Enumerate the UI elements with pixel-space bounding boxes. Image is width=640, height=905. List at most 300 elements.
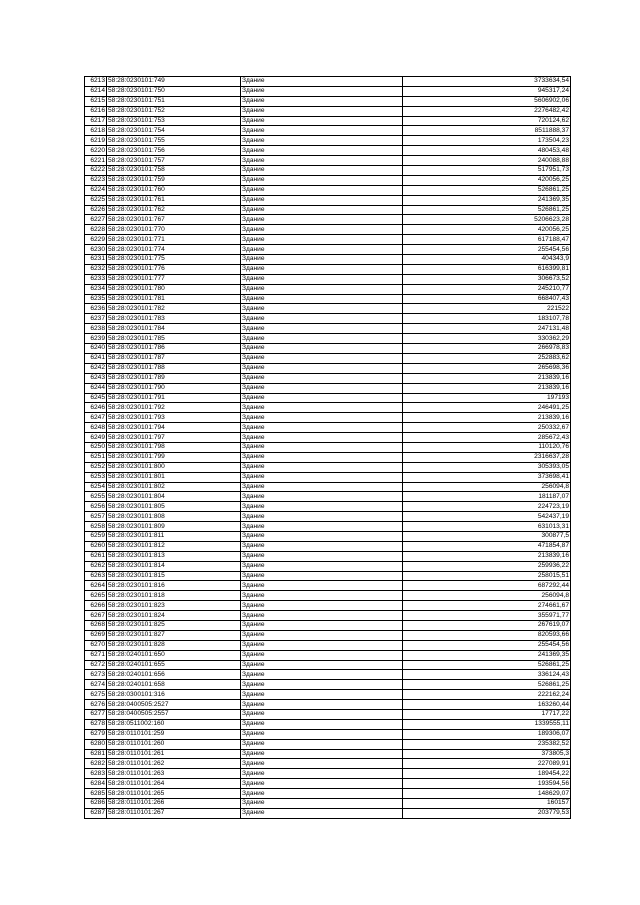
row-number-cell: 6224: [85, 185, 107, 195]
object-type-cell: Здание: [241, 700, 403, 710]
table-row: [85, 561, 571, 571]
row-number-cell: 6286: [85, 799, 107, 809]
cadastral-number-cell: 58:28:0230101:749: [107, 77, 241, 87]
cadastral-value-cell: 246491,25: [403, 403, 571, 413]
row-number-cell: 6249: [85, 433, 107, 443]
row-number-cell: 6271: [85, 650, 107, 660]
cadastral-value-cell: 189454,22: [403, 769, 571, 779]
table-row: [85, 541, 571, 551]
cadastral-value-cell: 213839,16: [403, 551, 571, 561]
cadastral-number-cell: 58:28:0230101:794: [107, 423, 241, 433]
row-number-cell: 6245: [85, 393, 107, 403]
cadastral-number-cell: 58:28:0230101:756: [107, 146, 241, 156]
table-row: [85, 195, 571, 205]
row-number-cell: 6233: [85, 274, 107, 284]
cadastral-number-cell: 58:28:0230101:812: [107, 541, 241, 551]
cadastral-number-cell: 58:28:0230101:814: [107, 561, 241, 571]
cadastral-value-cell: 5206623,28: [403, 215, 571, 225]
cadastral-number-cell: 58:28:0230101:800: [107, 462, 241, 472]
cadastral-number-cell: 58:28:0230101:786: [107, 344, 241, 354]
cadastral-number-cell: 58:28:0110101:265: [107, 789, 241, 799]
cadastral-number-cell: 58:28:0110101:267: [107, 808, 241, 818]
table-row: [85, 363, 571, 373]
object-type-cell: Здание: [241, 650, 403, 660]
object-type-cell: Здание: [241, 205, 403, 215]
table-row: [85, 719, 571, 729]
cadastral-number-cell: 58:28:0230101:771: [107, 235, 241, 245]
table-row: [85, 156, 571, 166]
table-row: [85, 769, 571, 779]
cadastral-value-cell: 252883,62: [403, 353, 571, 363]
table-row: [85, 739, 571, 749]
row-number-cell: 6283: [85, 769, 107, 779]
object-type-cell: Здание: [241, 373, 403, 383]
cadastral-value-cell: 255454,56: [403, 245, 571, 255]
table-row: [85, 185, 571, 195]
object-type-cell: Здание: [241, 808, 403, 818]
cadastral-value-cell: 173504,23: [403, 136, 571, 146]
row-number-cell: 6225: [85, 195, 107, 205]
row-number-cell: 6239: [85, 334, 107, 344]
cadastral-number-cell: 58:28:0230101:775: [107, 255, 241, 265]
cadastral-number-cell: 58:28:0110101:259: [107, 729, 241, 739]
table-row: [85, 779, 571, 789]
object-type-cell: Здание: [241, 403, 403, 413]
cadastral-number-cell: 58:28:0230101:761: [107, 195, 241, 205]
object-type-cell: Здание: [241, 136, 403, 146]
object-type-cell: Здание: [241, 719, 403, 729]
row-number-cell: 6256: [85, 502, 107, 512]
row-number-cell: 6227: [85, 215, 107, 225]
cadastral-value-cell: 720124,62: [403, 116, 571, 126]
object-type-cell: Здание: [241, 581, 403, 591]
object-type-cell: Здание: [241, 660, 403, 670]
object-type-cell: Здание: [241, 413, 403, 423]
cadastral-value-cell: 471854,87: [403, 541, 571, 551]
table-row: [85, 759, 571, 769]
table-row: [85, 334, 571, 344]
row-number-cell: 6237: [85, 314, 107, 324]
object-type-cell: Здание: [241, 264, 403, 274]
cadastral-number-cell: 58:28:0230101:797: [107, 433, 241, 443]
cadastral-number-cell: 58:28:0230101:791: [107, 393, 241, 403]
cadastral-number-cell: 58:28:0230101:767: [107, 215, 241, 225]
table-row: [85, 86, 571, 96]
cadastral-value-cell: 213839,16: [403, 383, 571, 393]
object-type-cell: Здание: [241, 729, 403, 739]
object-type-cell: Здание: [241, 710, 403, 720]
object-type-cell: Здание: [241, 561, 403, 571]
table-row: [85, 670, 571, 680]
cadastral-number-cell: 58:28:0230101:758: [107, 166, 241, 176]
table-row: [85, 284, 571, 294]
table-row: [85, 294, 571, 304]
table-row: [85, 611, 571, 621]
table-row: [85, 353, 571, 363]
cadastral-value-table: [84, 76, 571, 819]
table-row: [85, 126, 571, 136]
object-type-cell: Здание: [241, 185, 403, 195]
row-number-cell: 6214: [85, 86, 107, 96]
table-row: [85, 314, 571, 324]
table-row: [85, 650, 571, 660]
cadastral-number-cell: 58:28:0230101:762: [107, 205, 241, 215]
table-row: [85, 512, 571, 522]
table-row: [85, 710, 571, 720]
cadastral-value-cell: 617188,47: [403, 235, 571, 245]
table-row: [85, 630, 571, 640]
cadastral-number-cell: 58:28:0230101:770: [107, 225, 241, 235]
object-type-cell: Здание: [241, 482, 403, 492]
object-type-cell: Здание: [241, 304, 403, 314]
cadastral-number-cell: 58:28:0110101:261: [107, 749, 241, 759]
cadastral-number-cell: 58:28:0230101:790: [107, 383, 241, 393]
object-type-cell: Здание: [241, 799, 403, 809]
cadastral-number-cell: 58:28:0230101:824: [107, 611, 241, 621]
object-type-cell: Здание: [241, 620, 403, 630]
cadastral-value-cell: 265698,36: [403, 363, 571, 373]
row-number-cell: 6234: [85, 284, 107, 294]
row-number-cell: 6220: [85, 146, 107, 156]
object-type-cell: Здание: [241, 670, 403, 680]
table-row: [85, 274, 571, 284]
cadastral-number-cell: 58:28:0230101:804: [107, 492, 241, 502]
table-row: [85, 551, 571, 561]
table-row: [85, 700, 571, 710]
table-row: [85, 245, 571, 255]
row-number-cell: 6268: [85, 620, 107, 630]
row-number-cell: 6221: [85, 156, 107, 166]
object-type-cell: Здание: [241, 492, 403, 502]
cadastral-number-cell: 58:28:0230101:776: [107, 264, 241, 274]
cadastral-value-cell: 5606902,06: [403, 96, 571, 106]
cadastral-number-cell: 58:28:0230101:788: [107, 363, 241, 373]
cadastral-value-cell: 517951,73: [403, 166, 571, 176]
row-number-cell: 6215: [85, 96, 107, 106]
table-row: [85, 116, 571, 126]
cadastral-number-cell: 58:28:0230101:754: [107, 126, 241, 136]
row-number-cell: 6262: [85, 561, 107, 571]
table-row: [85, 166, 571, 176]
table-row: [85, 264, 571, 274]
cadastral-value-cell: 213839,16: [403, 373, 571, 383]
row-number-cell: 6244: [85, 383, 107, 393]
cadastral-number-cell: 58:28:0230101:808: [107, 512, 241, 522]
cadastral-number-cell: 58:28:0230101:780: [107, 284, 241, 294]
row-number-cell: 6250: [85, 442, 107, 452]
cadastral-value-cell: 197193: [403, 393, 571, 403]
object-type-cell: Здание: [241, 442, 403, 452]
table-row: [85, 205, 571, 215]
cadastral-value-cell: 404343,9: [403, 255, 571, 265]
cadastral-value-cell: 687292,44: [403, 581, 571, 591]
object-type-cell: Здание: [241, 235, 403, 245]
table-row: [85, 255, 571, 265]
row-number-cell: 6275: [85, 690, 107, 700]
table-row: [85, 433, 571, 443]
object-type-cell: Здание: [241, 630, 403, 640]
object-type-cell: Здание: [241, 96, 403, 106]
cadastral-value-cell: 285672,43: [403, 433, 571, 443]
table-row: [85, 581, 571, 591]
row-number-cell: 6219: [85, 136, 107, 146]
cadastral-value-cell: 235382,52: [403, 739, 571, 749]
cadastral-number-cell: 58:28:0230101:801: [107, 472, 241, 482]
cadastral-value-cell: 420056,25: [403, 225, 571, 235]
row-number-cell: 6229: [85, 235, 107, 245]
cadastral-number-cell: 58:28:0230101:755: [107, 136, 241, 146]
table-row: [85, 531, 571, 541]
cadastral-value-cell: 542437,19: [403, 512, 571, 522]
cadastral-value-cell: 2316637,28: [403, 452, 571, 462]
cadastral-number-cell: 58:28:0230101:792: [107, 403, 241, 413]
cadastral-number-cell: 58:28:0230101:815: [107, 571, 241, 581]
object-type-cell: Здание: [241, 739, 403, 749]
cadastral-value-cell: 373698,41: [403, 472, 571, 482]
table-row: [85, 690, 571, 700]
cadastral-number-cell: 58:28:0230101:802: [107, 482, 241, 492]
table-row: [85, 442, 571, 452]
object-type-cell: Здание: [241, 789, 403, 799]
row-number-cell: 6218: [85, 126, 107, 136]
cadastral-value-cell: 258015,51: [403, 571, 571, 581]
row-number-cell: 6251: [85, 452, 107, 462]
row-number-cell: 6216: [85, 106, 107, 116]
cadastral-value-cell: 189306,07: [403, 729, 571, 739]
cadastral-number-cell: 58:28:0230101:828: [107, 640, 241, 650]
cadastral-number-cell: 58:28:0230101:782: [107, 304, 241, 314]
cadastral-number-cell: 58:28:0511002:160: [107, 719, 241, 729]
table-row: [85, 808, 571, 818]
object-type-cell: Здание: [241, 363, 403, 373]
table-row: [85, 680, 571, 690]
row-number-cell: 6240: [85, 344, 107, 354]
row-number-cell: 6261: [85, 551, 107, 561]
table-row: [85, 462, 571, 472]
cadastral-value-cell: 183107,78: [403, 314, 571, 324]
cadastral-number-cell: 58:28:0230101:793: [107, 413, 241, 423]
table-row: [85, 729, 571, 739]
object-type-cell: Здание: [241, 551, 403, 561]
table-row: [85, 235, 571, 245]
object-type-cell: Здание: [241, 502, 403, 512]
object-type-cell: Здание: [241, 215, 403, 225]
cadastral-value-cell: 148629,07: [403, 789, 571, 799]
object-type-cell: Здание: [241, 353, 403, 363]
row-number-cell: 6213: [85, 77, 107, 87]
cadastral-value-cell: 300877,5: [403, 531, 571, 541]
cadastral-value-cell: 3733634,54: [403, 77, 571, 87]
cadastral-number-cell: 58:28:0230101:811: [107, 531, 241, 541]
object-type-cell: Здание: [241, 324, 403, 334]
table-row: [85, 482, 571, 492]
row-number-cell: 6217: [85, 116, 107, 126]
cadastral-value-cell: 17717,22: [403, 710, 571, 720]
table-row: [85, 789, 571, 799]
object-type-cell: Здание: [241, 423, 403, 433]
cadastral-value-cell: 820593,66: [403, 630, 571, 640]
object-type-cell: Здание: [241, 156, 403, 166]
row-number-cell: 6246: [85, 403, 107, 413]
row-number-cell: 6236: [85, 304, 107, 314]
object-type-cell: Здание: [241, 225, 403, 235]
table-row: [85, 452, 571, 462]
table-row: [85, 601, 571, 611]
cadastral-value-cell: 256094,8: [403, 591, 571, 601]
cadastral-value-cell: 306673,52: [403, 274, 571, 284]
row-number-cell: 6282: [85, 759, 107, 769]
cadastral-value-cell: 240088,88: [403, 156, 571, 166]
cadastral-number-cell: 58:28:0230101:757: [107, 156, 241, 166]
row-number-cell: 6243: [85, 373, 107, 383]
row-number-cell: 6280: [85, 739, 107, 749]
object-type-cell: Здание: [241, 680, 403, 690]
row-number-cell: 6226: [85, 205, 107, 215]
cadastral-value-cell: 480453,48: [403, 146, 571, 156]
row-number-cell: 6270: [85, 640, 107, 650]
table-row: [85, 96, 571, 106]
table-body: [85, 77, 571, 819]
object-type-cell: Здание: [241, 77, 403, 87]
object-type-cell: Здание: [241, 334, 403, 344]
cadastral-number-cell: 58:28:0230101:774: [107, 245, 241, 255]
object-type-cell: Здание: [241, 175, 403, 185]
cadastral-number-cell: 58:28:0240101:656: [107, 670, 241, 680]
object-type-cell: Здание: [241, 522, 403, 532]
cadastral-number-cell: 58:28:0230101:813: [107, 551, 241, 561]
cadastral-number-cell: 58:28:0300101:316: [107, 690, 241, 700]
table-row: [85, 403, 571, 413]
cadastral-value-cell: 305393,05: [403, 462, 571, 472]
row-number-cell: 6267: [85, 611, 107, 621]
cadastral-number-cell: 58:28:0110101:260: [107, 739, 241, 749]
cadastral-number-cell: 58:28:0110101:266: [107, 799, 241, 809]
row-number-cell: 6253: [85, 472, 107, 482]
object-type-cell: Здание: [241, 531, 403, 541]
table-row: [85, 304, 571, 314]
object-type-cell: Здание: [241, 601, 403, 611]
cadastral-value-cell: 259936,22: [403, 561, 571, 571]
row-number-cell: 6272: [85, 660, 107, 670]
cadastral-value-cell: 203779,53: [403, 808, 571, 818]
row-number-cell: 6287: [85, 808, 107, 818]
cadastral-value-cell: 668407,43: [403, 294, 571, 304]
cadastral-number-cell: 58:28:0240101:655: [107, 660, 241, 670]
table-row: [85, 660, 571, 670]
cadastral-value-cell: 526861,25: [403, 205, 571, 215]
object-type-cell: Здание: [241, 314, 403, 324]
table-row: [85, 522, 571, 532]
table-row: [85, 571, 571, 581]
table-row: [85, 492, 571, 502]
cadastral-number-cell: 58:28:0230101:760: [107, 185, 241, 195]
object-type-cell: Здание: [241, 393, 403, 403]
table-row: [85, 77, 571, 87]
table-row: [85, 215, 571, 225]
cadastral-value-cell: 373805,3: [403, 749, 571, 759]
object-type-cell: Здание: [241, 126, 403, 136]
row-number-cell: 6241: [85, 353, 107, 363]
object-type-cell: Здание: [241, 452, 403, 462]
row-number-cell: 6255: [85, 492, 107, 502]
object-type-cell: Здание: [241, 541, 403, 551]
table-row: [85, 373, 571, 383]
object-type-cell: Здание: [241, 611, 403, 621]
table-row: [85, 640, 571, 650]
table-row: [85, 591, 571, 601]
row-number-cell: 6232: [85, 264, 107, 274]
object-type-cell: Здание: [241, 166, 403, 176]
cadastral-value-cell: 160157: [403, 799, 571, 809]
cadastral-value-cell: 181187,07: [403, 492, 571, 502]
cadastral-value-cell: 420056,25: [403, 175, 571, 185]
row-number-cell: 6247: [85, 413, 107, 423]
cadastral-number-cell: 58:28:0230101:809: [107, 522, 241, 532]
cadastral-number-cell: 58:28:0400505:2527: [107, 700, 241, 710]
row-number-cell: 6263: [85, 571, 107, 581]
object-type-cell: Здание: [241, 769, 403, 779]
table-row: [85, 225, 571, 235]
cadastral-value-cell: 221522: [403, 304, 571, 314]
object-type-cell: Здание: [241, 274, 403, 284]
row-number-cell: 6231: [85, 255, 107, 265]
cadastral-value-cell: 267619,07: [403, 620, 571, 630]
cadastral-number-cell: 58:28:0230101:783: [107, 314, 241, 324]
cadastral-number-cell: 58:28:0230101:816: [107, 581, 241, 591]
object-type-cell: Здание: [241, 195, 403, 205]
cadastral-value-cell: 616399,81: [403, 264, 571, 274]
row-number-cell: 6274: [85, 680, 107, 690]
table-row: [85, 344, 571, 354]
object-type-cell: Здание: [241, 116, 403, 126]
table-row: [85, 413, 571, 423]
object-type-cell: Здание: [241, 571, 403, 581]
row-number-cell: 6254: [85, 482, 107, 492]
row-number-cell: 6276: [85, 700, 107, 710]
cadastral-value-cell: 330362,29: [403, 334, 571, 344]
row-number-cell: 6265: [85, 591, 107, 601]
object-type-cell: Здание: [241, 255, 403, 265]
cadastral-number-cell: 58:28:0230101:787: [107, 353, 241, 363]
row-number-cell: 6285: [85, 789, 107, 799]
cadastral-number-cell: 58:28:0230101:805: [107, 502, 241, 512]
object-type-cell: Здание: [241, 344, 403, 354]
row-number-cell: 6222: [85, 166, 107, 176]
row-number-cell: 6252: [85, 462, 107, 472]
cadastral-value-cell: 222162,24: [403, 690, 571, 700]
cadastral-value-cell: 241369,35: [403, 195, 571, 205]
row-number-cell: 6258: [85, 522, 107, 532]
cadastral-value-cell: 8511888,37: [403, 126, 571, 136]
cadastral-number-cell: 58:28:0240101:658: [107, 680, 241, 690]
object-type-cell: Здание: [241, 779, 403, 789]
object-type-cell: Здание: [241, 433, 403, 443]
cadastral-number-cell: 58:28:0400505:2557: [107, 710, 241, 720]
row-number-cell: 6281: [85, 749, 107, 759]
object-type-cell: Здание: [241, 294, 403, 304]
cadastral-value-cell: 526861,25: [403, 680, 571, 690]
cadastral-value-cell: 336124,43: [403, 670, 571, 680]
object-type-cell: Здание: [241, 383, 403, 393]
cadastral-number-cell: 58:28:0240101:650: [107, 650, 241, 660]
row-number-cell: 6238: [85, 324, 107, 334]
object-type-cell: Здание: [241, 472, 403, 482]
cadastral-number-cell: 58:28:0230101:785: [107, 334, 241, 344]
cadastral-value-cell: 2276482,42: [403, 106, 571, 116]
cadastral-value-cell: 163260,44: [403, 700, 571, 710]
row-number-cell: 6242: [85, 363, 107, 373]
cadastral-value-cell: 245210,77: [403, 284, 571, 294]
